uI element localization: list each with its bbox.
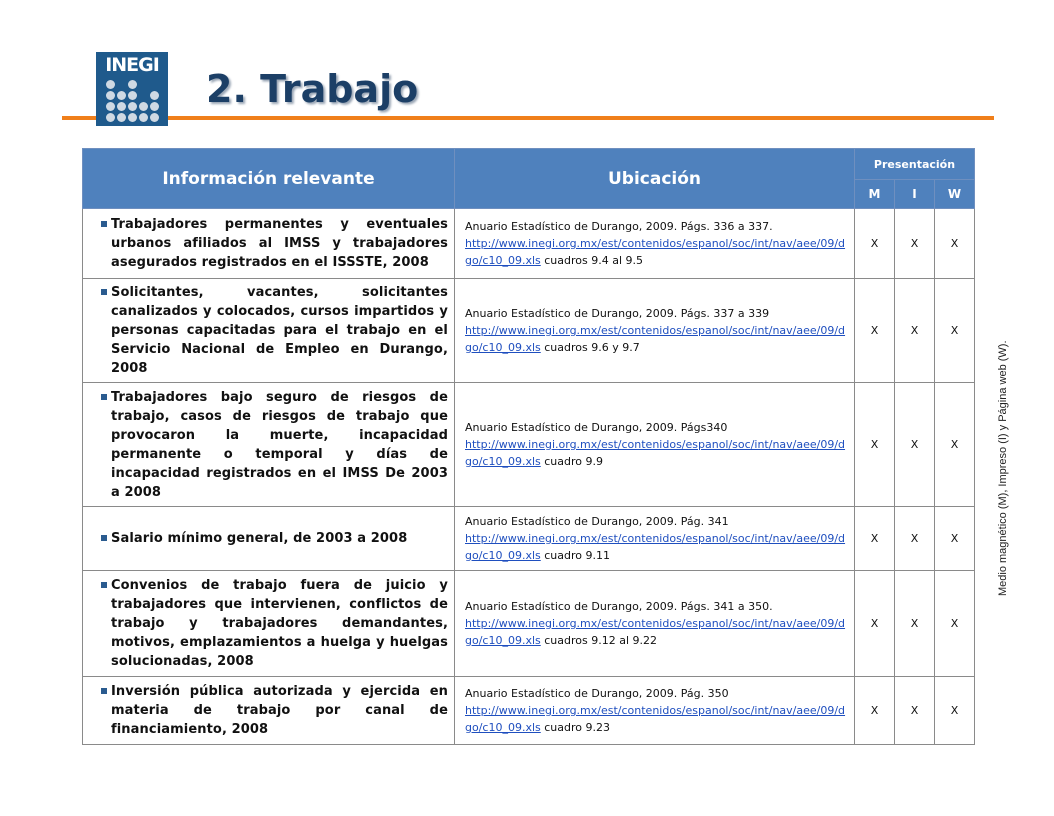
page-title: 2. Trabajo <box>206 67 419 111</box>
info-text: Solicitantes, vacantes, solicitantes canalizados y colocados, cursos impartidos y personas capacitadas para el trabajo en el Servicio Nacional de Empleo en Durango, 2008 <box>111 285 448 376</box>
cell-m: X <box>855 507 895 571</box>
table-row <box>83 209 975 279</box>
source-text: Anuario Estadístico de Durango, 2009. Págs. 336 a 337. <box>465 220 773 233</box>
bullet-icon <box>101 688 107 694</box>
table-row <box>83 571 975 677</box>
source-text: Anuario Estadístico de Durango, 2009. Págs. 341 a 350. <box>465 600 773 613</box>
header-w: W <box>935 180 975 209</box>
cell-w: X <box>935 507 975 571</box>
source-link[interactable]: http://www.inegi.org.mx/est/contenidos/espanol/soc/int/nav/aee/09/dgo/c10_09.xls <box>465 532 846 562</box>
inegi-logo <box>96 52 168 126</box>
logo-dots-icon <box>106 80 160 124</box>
cell-m: X <box>855 677 895 745</box>
table-row <box>83 383 975 507</box>
table-ref: cuadro 9.11 <box>540 549 611 562</box>
cell-i: X <box>895 279 935 383</box>
logo-wordmark: INEGI <box>105 54 159 76</box>
header-info: Información relevante <box>83 149 455 209</box>
cell-w: X <box>935 571 975 677</box>
source-link[interactable]: http://www.inegi.org.mx/est/contenidos/espanol/soc/int/nav/aee/09/dgo/c10_09.xls <box>465 704 846 734</box>
bullet-icon <box>101 535 107 541</box>
table-row <box>83 677 975 745</box>
cell-m: X <box>855 571 895 677</box>
source-link[interactable]: http://www.inegi.org.mx/est/contenidos/espanol/soc/int/nav/aee/09/dgo/c10_09.xls <box>465 324 846 354</box>
info-text: Inversión pública autorizada y ejercida en materia de trabajo por canal de financiamiento, 2008 <box>111 684 448 737</box>
cell-w: X <box>935 209 975 279</box>
cell-w: X <box>935 383 975 507</box>
info-text: Trabajadores permanentes y eventuales urbanos afiliados al IMSS y trabajadores asegurados registrados en el ISSSTE, 2008 <box>111 217 448 270</box>
bullet-icon <box>101 582 107 588</box>
info-text: Salario mínimo general, de 2003 a 2008 <box>111 531 408 546</box>
cell-i: X <box>895 209 935 279</box>
info-table <box>82 148 975 745</box>
cell-m: X <box>855 383 895 507</box>
table-ref: cuadros 9.12 al 9.22 <box>540 634 658 647</box>
bullet-icon <box>101 221 107 227</box>
cell-i: X <box>895 507 935 571</box>
cell-m: X <box>855 279 895 383</box>
header-presentation: Presentación <box>855 149 975 180</box>
table-row <box>83 279 975 383</box>
source-link[interactable]: http://www.inegi.org.mx/est/contenidos/espanol/soc/int/nav/aee/09/dgo/c10_09.xls <box>465 438 846 468</box>
header-location: Ubicación <box>455 149 855 209</box>
info-text: Trabajadores bajo seguro de riesgos de trabajo, casos de riesgos de trabajo que provocaron la muerte, incapacidad permanente o temporal y días de incapacidad registrados en el IMSS De 2003 a 2008 <box>111 389 448 500</box>
header-i: I <box>895 180 935 209</box>
source-text: Anuario Estadístico de Durango, 2009. Págs340 <box>465 421 728 434</box>
presentation-legend: Medio magnético (M), Impreso (I) y Página web (W). <box>997 340 1009 596</box>
cell-w: X <box>935 279 975 383</box>
table-ref: cuadros 9.4 al 9.5 <box>540 254 644 267</box>
cell-m: X <box>855 209 895 279</box>
header-m: M <box>855 180 895 209</box>
cell-w: X <box>935 677 975 745</box>
source-text: Anuario Estadístico de Durango, 2009. Pág. 350 <box>465 687 729 700</box>
table-ref: cuadro 9.9 <box>540 455 604 468</box>
source-text: Anuario Estadístico de Durango, 2009. Págs. 337 a 339 <box>465 307 770 320</box>
cell-i: X <box>895 571 935 677</box>
info-text: Convenios de trabajo fuera de juicio y trabajadores que intervienen, conflictos de trabajo y trabajadores demandantes, motivos, emplazamientos a huelga y huelgas solucionadas, 2008 <box>111 578 448 669</box>
cell-i: X <box>895 383 935 507</box>
table-ref: cuadro 9.23 <box>540 721 611 734</box>
cell-i: X <box>895 677 935 745</box>
table-row <box>83 507 975 571</box>
source-text: Anuario Estadístico de Durango, 2009. Pág. 341 <box>465 515 729 528</box>
header-rule <box>96 116 994 120</box>
header-rule-left <box>62 116 96 120</box>
source-link[interactable]: http://www.inegi.org.mx/est/contenidos/espanol/soc/int/nav/aee/09/dgo/c10_09.xls <box>465 617 846 647</box>
table-ref: cuadros 9.6 y 9.7 <box>540 341 640 354</box>
bullet-icon <box>101 289 107 295</box>
bullet-icon <box>101 394 107 400</box>
source-link[interactable]: http://www.inegi.org.mx/est/contenidos/espanol/soc/int/nav/aee/09/dgo/c10_09.xls <box>465 237 846 267</box>
